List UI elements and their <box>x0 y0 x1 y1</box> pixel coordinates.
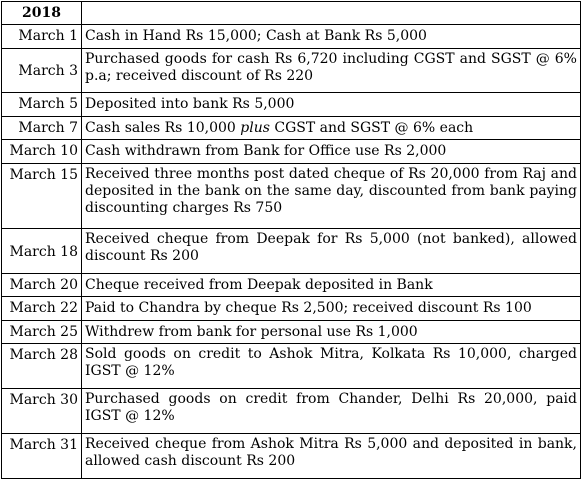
table-row <box>2 273 581 297</box>
table-row <box>2 93 581 117</box>
row-description: Paid to Chandra by cheque Rs 2,500; received discount Rs 100 <box>82 297 581 321</box>
row-description: Cash in Hand Rs 15,000; Cash at Bank Rs 5,000 <box>82 25 581 49</box>
row-date: March 28 <box>2 344 82 389</box>
row-date: March 15 <box>2 163 82 228</box>
table-row <box>2 344 581 389</box>
table-row <box>2 48 581 93</box>
table-row <box>2 320 581 344</box>
row-date: March 22 <box>2 297 82 321</box>
row-description: Withdrew from bank for personal use Rs 1,000 <box>82 320 581 344</box>
row-description: Purchased goods on credit from Chander, Delhi Rs 20,000, paid IGST @ 12% <box>82 389 581 434</box>
row-description: Deposited into bank Rs 5,000 <box>82 93 581 117</box>
row-date: March 3 <box>2 48 82 93</box>
row-date: March 1 <box>2 25 82 49</box>
row-date: March 7 <box>2 116 82 140</box>
table-row <box>2 228 581 273</box>
row-date: March 30 <box>2 389 82 434</box>
row-description: Received cheque from Deepak for Rs 5,000 (not banked), allowed discount Rs 200 <box>82 228 581 273</box>
row-description: Sold goods on credit to Ashok Mitra, Kolkata Rs 10,000, charged IGST @ 12% <box>82 344 581 389</box>
table-row <box>2 140 581 164</box>
row-date: March 31 <box>2 434 82 479</box>
table-row <box>2 297 581 321</box>
table-row <box>2 163 581 228</box>
row-text-part: Cash sales Rs 10,000 <box>85 119 241 136</box>
table-row <box>2 434 581 479</box>
row-text-italic: plus <box>240 119 270 136</box>
row-description <box>82 116 581 140</box>
row-text-part: CGST and SGST @ 6% each <box>269 119 474 136</box>
row-date: March 10 <box>2 140 82 164</box>
table-header-row <box>2 2 581 25</box>
row-description: Received cheque from Ashok Mitra Rs 5,000 and deposited in bank, allowed cash discount Rs 200 <box>82 434 581 479</box>
row-date: March 20 <box>2 273 82 297</box>
description-header <box>82 2 581 25</box>
row-date: March 18 <box>2 228 82 273</box>
table-row <box>2 116 581 140</box>
row-description: Cheque received from Deepak deposited in Bank <box>82 273 581 297</box>
row-date: March 5 <box>2 93 82 117</box>
row-description: Purchased goods for cash Rs 6,720 including CGST and SGST @ 6% p.a; received discount of Rs 220 <box>82 48 581 93</box>
row-description: Received three months post dated cheque of Rs 20,000 from Raj and deposited in the bank on the same day, discounted from bank paying discounting charges Rs 750 <box>82 163 581 228</box>
table-row <box>2 25 581 49</box>
transactions-table <box>1 1 581 479</box>
table-row <box>2 389 581 434</box>
row-date: March 25 <box>2 320 82 344</box>
year-header: 2018 <box>2 2 82 25</box>
row-description: Cash withdrawn from Bank for Office use Rs 2,000 <box>82 140 581 164</box>
